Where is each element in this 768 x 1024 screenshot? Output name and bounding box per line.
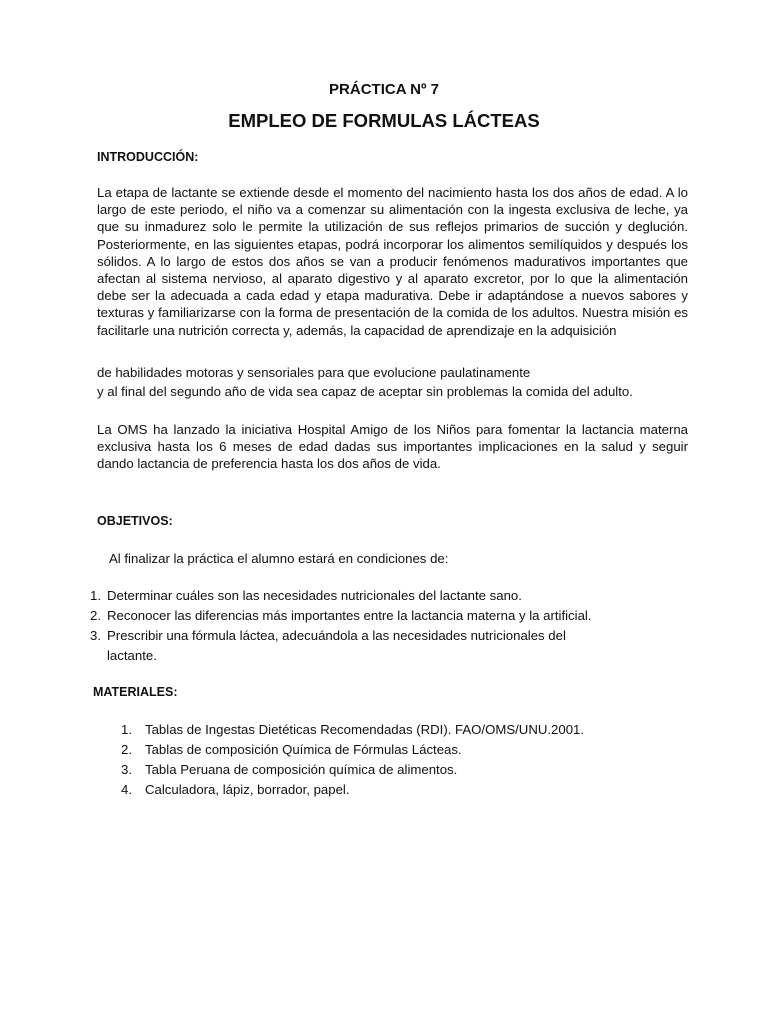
material-item bbox=[121, 780, 681, 800]
objective-text: Reconocer las diferencias más importantes entre la lactancia materna y la artificial. bbox=[107, 608, 592, 623]
material-item bbox=[121, 760, 681, 780]
material-text: Calculadora, lápiz, borrador, papel. bbox=[145, 782, 350, 797]
objective-text: Determinar cuáles son las necesidades nutricionales del lactante sano. bbox=[107, 588, 522, 603]
introduction-line: de habilidades motoras y sensoriales para que evolucione paulatinamente bbox=[97, 365, 531, 380]
document-title: EMPLEO DE FORMULAS LÁCTEAS bbox=[228, 110, 540, 131]
material-text: Tablas de composición Química de Fórmulas Lácteas. bbox=[145, 742, 462, 757]
material-item bbox=[121, 720, 681, 740]
objectives-heading: OBJETIVOS: bbox=[97, 514, 173, 528]
practice-number: PRÁCTICA Nº 7 bbox=[329, 81, 439, 98]
material-item bbox=[121, 740, 681, 760]
material-number: 2. bbox=[121, 742, 132, 757]
materials-list bbox=[121, 720, 681, 800]
material-text: Tabla Peruana de composición química de alimentos. bbox=[145, 762, 458, 777]
introduction-paragraph: La etapa de lactante se extiende desde el momento del nacimiento hasta los dos años de edad. A lo largo de este periodo, el niño va a comenzar su alimentación con la ingesta exclusiva de leche, ya que su inmadurez solo le permite la utilización de sus reflejos primarios de succión y deglución. Posteriormente, en las siguientes etapas, podrá incorporar los alimentos semilíquidos y después los sólidos. A lo largo de estos dos años se van a producir fenómenos madurativos importantes que afectan al sistema nervioso, al aparato digestivo y al aparato excretor, por lo que la alimentación debe ser la adecuada a cada edad y etapa madurativa. Debe ir adaptándose a nuevos sabores y texturas y familiarizarse con la forma de presentación de la comida de los adultos. Nuestra misión es facilitarle una nutrición correcta y, además, la capacidad de aprendizaje en la adquisición bbox=[97, 185, 688, 338]
material-number: 1. bbox=[121, 722, 132, 737]
material-text: Tablas de Ingestas Dietéticas Recomendadas (RDI). FAO/OMS/UNU.2001. bbox=[145, 722, 585, 737]
objective-text-continuation: lactante. bbox=[107, 648, 157, 663]
objectives-intro: Al finalizar la práctica el alumno estará en condiciones de: bbox=[109, 551, 449, 566]
oms-paragraph: La OMS ha lanzado la iniciativa Hospital Amigo de los Niños para fomentar la lactancia materna exclusiva hasta los 6 meses de edad dadas sus importantes implicaciones en la salud y seguir dando lactancia de preferencia hasta los dos años de vida. bbox=[97, 422, 688, 472]
objective-item bbox=[90, 626, 690, 666]
objective-item bbox=[90, 586, 690, 606]
material-number: 4. bbox=[121, 782, 132, 797]
material-number: 3. bbox=[121, 762, 132, 777]
objective-item bbox=[90, 606, 690, 626]
objective-number: 2. bbox=[90, 608, 101, 623]
objective-text: Prescribir una fórmula láctea, adecuándola a las necesidades nutricionales del bbox=[107, 628, 566, 643]
objective-number: 3. bbox=[90, 628, 101, 643]
materials-heading: MATERIALES: bbox=[93, 685, 178, 699]
introduction-line: y al final del segundo año de vida sea capaz de aceptar sin problemas la comida del adulto. bbox=[97, 384, 633, 399]
objective-number: 1. bbox=[90, 588, 101, 603]
introduction-heading: INTRODUCCIÓN: bbox=[97, 150, 199, 164]
